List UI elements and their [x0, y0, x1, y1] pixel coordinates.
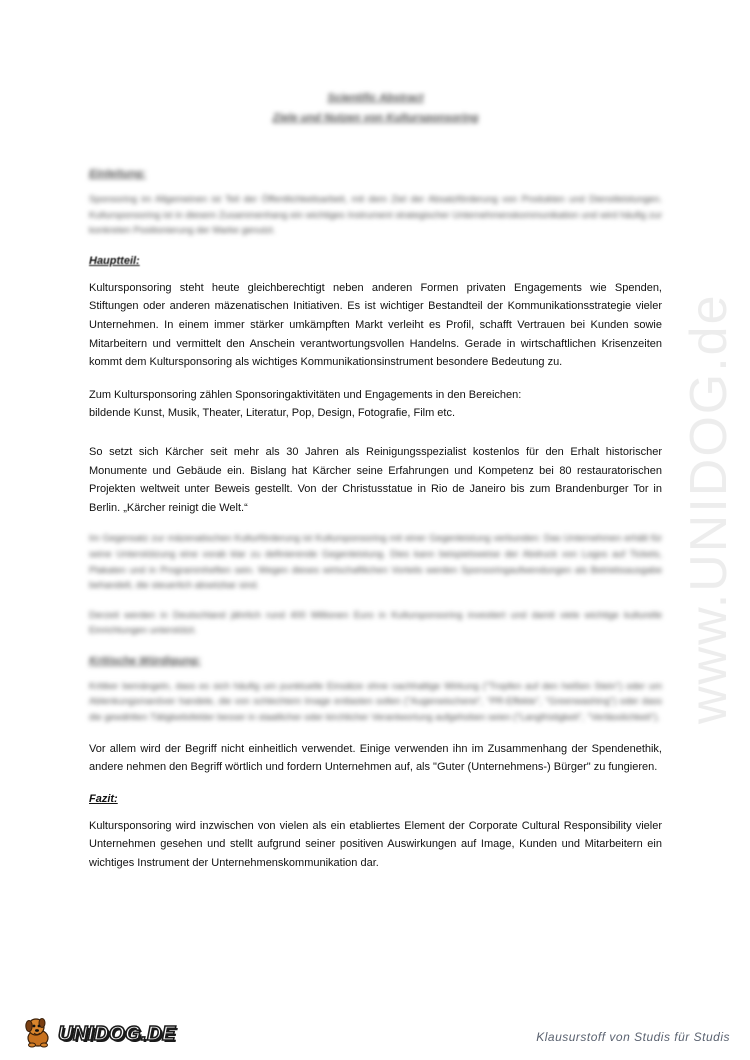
- footer: [0, 1010, 750, 1060]
- main-paragraph-2: [89, 386, 662, 423]
- conclusion-heading: Fazit:: [89, 792, 118, 805]
- main-paragraph-2-line-1: Zum Kultursponsoring zählen Sponsoringaktivitäten und Engagements in den Bereichen:: [89, 388, 522, 401]
- conclusion-paragraph: Kultursponsoring wird inzwischen von vielen als ein etabliertes Element der Corporate Cultural Responsibility vieler Unternehmen gesehen und stellt aufgrund seiner positiven Auswirkungen auf Image, Kunden und Mitarbeitern ein wichtiges Instrument der Unternehmenskommunikation dar.: [89, 819, 662, 870]
- title-block: [89, 88, 662, 128]
- title-line-2: Ziele und Nutzen von Kultursponsoring: [272, 112, 479, 124]
- main-paragraph-4: Im Gegensatz zur mäzenatischen Kulturförderung ist Kultursponsoring mit einer Gegenleistung verbunden: Das Unternehmen erhält für seine Unterstützung eine vorab klar zu definierende Gegenleistung. Dies kann beispielsweise der Abdruck von Logos auf Tickets, Plakaten und in Programmheften sein. Wegen dieses wirtschaftlichen Vorteils werden Sponsoringaufwendungen als Betriebsausgabe behandelt, die steuerlich absetzbar sind.: [89, 533, 662, 592]
- main-paragraph-5: Derzeit werden in Deutschland jährlich rund 400 Millionen Euro in Kultursponsoring investiert und damit viele wichtige kulturelle Einrichtungen unterstützt.: [89, 609, 662, 637]
- logo-wordmark: UNIDOG.DE: [58, 1022, 176, 1045]
- watermark: www.UNIDOG.de: [680, 293, 738, 724]
- main-paragraph-2-line-2: bildende Kunst, Musik, Theater, Literatur, Pop, Design, Fotografie, Film etc.: [89, 407, 456, 420]
- main-paragraph-3: So setzt sich Kärcher seit mehr als 30 Jahren als Reinigungsspezialist kostenlos für den Erhalt historischer Monumente und Gebäude ein. Bislang hat Kärcher seine Erfahrungen und Kompetenz bei 80 restauratorischen Projekten weltweit unter Beweis gestellt. Von der Christusstatue in Rio de Janeiro bis zum Brandenburger Tor in Berlin. „Kärcher reinigt die Welt.“: [89, 445, 662, 514]
- intro-heading: Einleitung:: [89, 168, 146, 180]
- footer-tagline: Klausurstoff von Studis für Studis: [536, 1030, 730, 1044]
- critical-paragraph-2: Vor allem wird der Begriff nicht einheitlich verwendet. Einige verwenden ihn im Zusammenhang der Spendenethik, andere nehmen den Begriff wörtlich und fordern Unternehmen auf, als "Guter (Unternehmens-) Bürger" zu fungieren.: [89, 742, 662, 774]
- main-paragraph-1: Kultursponsoring steht heute gleichberechtigt neben anderen Formen privaten Engagements wie Spenden, Stiftungen oder anderen mäzenatischen Initiativen. Es ist wichtiger Bestandteil der Kommunikationsstrategie vieler Unternehmen. In einem immer stärker umkämpften Markt verleiht es Profil, schafft Vertrauen bei Kunden sowie Mitarbeitern und vermittelt den Anschein verantwortungsvollen Handelns. Gerade in wirtschaftlichen Krisenzeiten kommt dem Kultursponsoring als wichtiges Kommunikationsinstrument besondere Bedeutung zu.: [89, 281, 662, 369]
- title-line-1: Scientific Abstract: [327, 92, 424, 104]
- critical-paragraph-1: Kritiker bemängeln, dass es sich häufig um punktuelle Einsätze ohne nachhaltige Wirkung ("Tropfen auf den heißen Stein") oder um Ablenkungsmanöver handele, die von schlechtem Image entlasten sollen ("Augenwischerei", "PR-Effekte", "Greenwashing") oder dass die gewählten Tätigkeitsfelder besser in staatlicher oder kirchlicher Verantwortung aufgehoben seien ("Langfristigkeit", "Verlässlichkeit").: [89, 680, 662, 724]
- critical-heading: Kritische Würdigung:: [89, 654, 201, 667]
- main-heading: Hauptteil:: [89, 254, 140, 267]
- intro-paragraph: Sponsoring im Allgemeinen ist Teil der Öffentlichkeitsarbeit, mit dem Ziel der Absatzförderung von Produkten und Dienstleistungen. Kultursponsoring ist in diesem Zusammenhang ein wichtiges Instrument strategischer Unternehmenskommunikation und wird häufig zur konkreten Positionierung der Marke genutzt.: [89, 194, 662, 237]
- unidog-logo[interactable]: [20, 1014, 176, 1054]
- dog-mascot-icon: [20, 1014, 56, 1055]
- document-content: [89, 88, 662, 887]
